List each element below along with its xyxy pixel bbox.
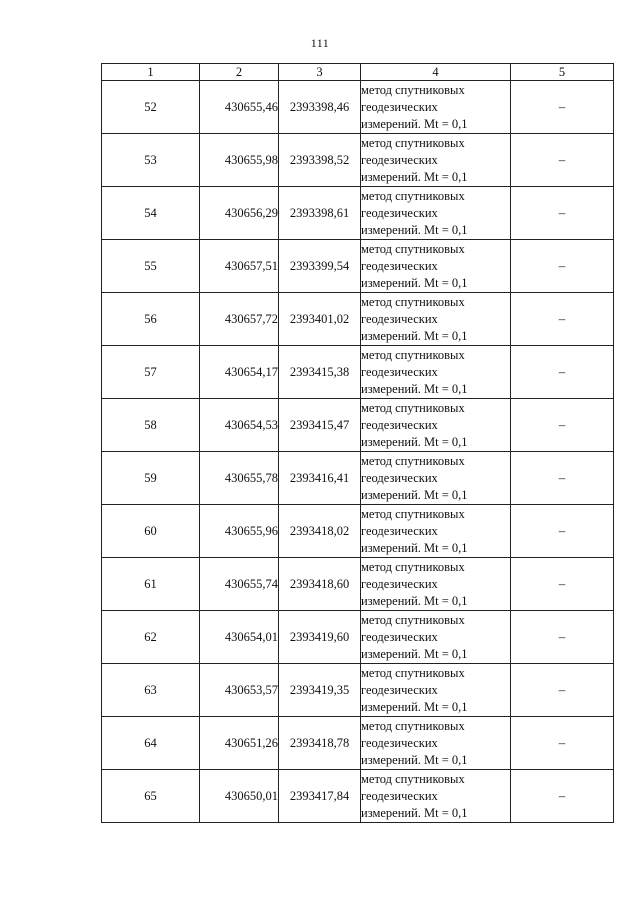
method-text-line: геодезических <box>361 576 438 591</box>
method-text-line: метод спутниковых <box>361 612 465 627</box>
point-number-cell: 55 <box>102 240 200 293</box>
table-row <box>102 611 614 664</box>
note-cell: – <box>511 399 614 452</box>
page-number: 111 <box>310 36 330 50</box>
method-cell <box>361 399 511 452</box>
method-cell <box>361 187 511 240</box>
x-coordinate-cell: 430655,78 <box>200 452 279 505</box>
coordinates-table <box>101 63 614 823</box>
x-coordinate-cell: 430653,57 <box>200 664 279 717</box>
y-coordinate-cell: 2393417,84 <box>279 770 361 823</box>
table-row <box>102 134 614 187</box>
method-text-line: измерений. Mt = 0,1 <box>361 328 468 343</box>
table-row <box>102 187 614 240</box>
method-cell <box>361 81 511 134</box>
method-cell <box>361 134 511 187</box>
table-row <box>102 664 614 717</box>
method-text-line: метод спутниковых <box>361 135 465 150</box>
note-cell: – <box>511 558 614 611</box>
header-col-1: 1 <box>102 64 200 81</box>
method-text-line: метод спутниковых <box>361 241 465 256</box>
table-row <box>102 770 614 823</box>
y-coordinate-cell: 2393415,38 <box>279 346 361 399</box>
table-body <box>102 81 614 823</box>
method-text-line: метод спутниковых <box>361 559 465 574</box>
method-text-line: измерений. Mt = 0,1 <box>361 752 468 767</box>
table-row <box>102 346 614 399</box>
point-number-cell: 65 <box>102 770 200 823</box>
method-text-line: метод спутниковых <box>361 188 465 203</box>
method-text-line: геодезических <box>361 523 438 538</box>
point-number-cell: 56 <box>102 293 200 346</box>
method-text-line: геодезических <box>361 364 438 379</box>
note-cell: – <box>511 346 614 399</box>
y-coordinate-cell: 2393419,60 <box>279 611 361 664</box>
note-cell: – <box>511 452 614 505</box>
method-text-line: геодезических <box>361 205 438 220</box>
method-text-line: измерений. Mt = 0,1 <box>361 805 468 820</box>
point-number-cell: 61 <box>102 558 200 611</box>
x-coordinate-cell: 430651,26 <box>200 717 279 770</box>
y-coordinate-cell: 2393398,46 <box>279 81 361 134</box>
method-text-line: метод спутниковых <box>361 665 465 680</box>
table-row <box>102 505 614 558</box>
y-coordinate-cell: 2393415,47 <box>279 399 361 452</box>
x-coordinate-cell: 430655,74 <box>200 558 279 611</box>
method-text-line: метод спутниковых <box>361 82 465 97</box>
x-coordinate-cell: 430654,01 <box>200 611 279 664</box>
method-text-line: измерений. Mt = 0,1 <box>361 646 468 661</box>
note-cell: – <box>511 187 614 240</box>
method-text-line: метод спутниковых <box>361 771 465 786</box>
method-text-line: измерений. Mt = 0,1 <box>361 222 468 237</box>
table-row <box>102 293 614 346</box>
x-coordinate-cell: 430657,51 <box>200 240 279 293</box>
header-col-2: 2 <box>200 64 279 81</box>
y-coordinate-cell: 2393418,02 <box>279 505 361 558</box>
method-text-line: измерений. Mt = 0,1 <box>361 434 468 449</box>
y-coordinate-cell: 2393399,54 <box>279 240 361 293</box>
y-coordinate-cell: 2393419,35 <box>279 664 361 717</box>
note-cell: – <box>511 134 614 187</box>
table-row <box>102 717 614 770</box>
note-cell: – <box>511 664 614 717</box>
method-text-line: геодезических <box>361 258 438 273</box>
y-coordinate-cell: 2393418,78 <box>279 717 361 770</box>
method-text-line: геодезических <box>361 152 438 167</box>
method-text-line: геодезических <box>361 682 438 697</box>
method-cell <box>361 611 511 664</box>
method-text-line: измерений. Mt = 0,1 <box>361 275 468 290</box>
method-text-line: геодезических <box>361 99 438 114</box>
method-text-line: метод спутниковых <box>361 718 465 733</box>
method-text-line: измерений. Mt = 0,1 <box>361 487 468 502</box>
method-cell <box>361 240 511 293</box>
point-number-cell: 53 <box>102 134 200 187</box>
note-cell: – <box>511 717 614 770</box>
y-coordinate-cell: 2393416,41 <box>279 452 361 505</box>
method-text-line: измерений. Mt = 0,1 <box>361 540 468 555</box>
y-coordinate-cell: 2393398,52 <box>279 134 361 187</box>
method-text-line: геодезических <box>361 735 438 750</box>
y-coordinate-cell: 2393398,61 <box>279 187 361 240</box>
method-cell <box>361 505 511 558</box>
y-coordinate-cell: 2393418,60 <box>279 558 361 611</box>
header-col-3: 3 <box>279 64 361 81</box>
method-text-line: измерений. Mt = 0,1 <box>361 699 468 714</box>
method-text-line: метод спутниковых <box>361 294 465 309</box>
point-number-cell: 58 <box>102 399 200 452</box>
method-text-line: измерений. Mt = 0,1 <box>361 169 468 184</box>
method-cell <box>361 717 511 770</box>
method-cell <box>361 452 511 505</box>
method-text-line: геодезических <box>361 629 438 644</box>
note-cell: – <box>511 240 614 293</box>
point-number-cell: 63 <box>102 664 200 717</box>
x-coordinate-cell: 430655,96 <box>200 505 279 558</box>
method-text-line: геодезических <box>361 788 438 803</box>
note-cell: – <box>511 293 614 346</box>
method-text-line: метод спутниковых <box>361 347 465 362</box>
header-row <box>102 64 614 81</box>
table-header <box>102 64 614 81</box>
note-cell: – <box>511 505 614 558</box>
method-text-line: геодезических <box>361 417 438 432</box>
x-coordinate-cell: 430655,46 <box>200 81 279 134</box>
x-coordinate-cell: 430655,98 <box>200 134 279 187</box>
point-number-cell: 57 <box>102 346 200 399</box>
point-number-cell: 54 <box>102 187 200 240</box>
header-col-4: 4 <box>361 64 511 81</box>
note-cell: – <box>511 81 614 134</box>
point-number-cell: 59 <box>102 452 200 505</box>
method-text-line: метод спутниковых <box>361 506 465 521</box>
x-coordinate-cell: 430654,17 <box>200 346 279 399</box>
method-text-line: метод спутниковых <box>361 400 465 415</box>
header-col-5: 5 <box>511 64 614 81</box>
point-number-cell: 64 <box>102 717 200 770</box>
method-text-line: геодезических <box>361 470 438 485</box>
method-text-line: измерений. Mt = 0,1 <box>361 593 468 608</box>
method-cell <box>361 346 511 399</box>
table-row <box>102 452 614 505</box>
method-text-line: геодезических <box>361 311 438 326</box>
note-cell: – <box>511 770 614 823</box>
table-row <box>102 399 614 452</box>
x-coordinate-cell: 430654,53 <box>200 399 279 452</box>
x-coordinate-cell: 430656,29 <box>200 187 279 240</box>
point-number-cell: 52 <box>102 81 200 134</box>
method-text-line: измерений. Mt = 0,1 <box>361 116 468 131</box>
x-coordinate-cell: 430657,72 <box>200 293 279 346</box>
method-cell <box>361 664 511 717</box>
point-number-cell: 62 <box>102 611 200 664</box>
method-cell <box>361 770 511 823</box>
method-cell <box>361 293 511 346</box>
x-coordinate-cell: 430650,01 <box>200 770 279 823</box>
point-number-cell: 60 <box>102 505 200 558</box>
method-text-line: метод спутниковых <box>361 453 465 468</box>
table-row <box>102 558 614 611</box>
table-row <box>102 240 614 293</box>
note-cell: – <box>511 611 614 664</box>
method-text-line: измерений. Mt = 0,1 <box>361 381 468 396</box>
table-row <box>102 81 614 134</box>
y-coordinate-cell: 2393401,02 <box>279 293 361 346</box>
method-cell <box>361 558 511 611</box>
